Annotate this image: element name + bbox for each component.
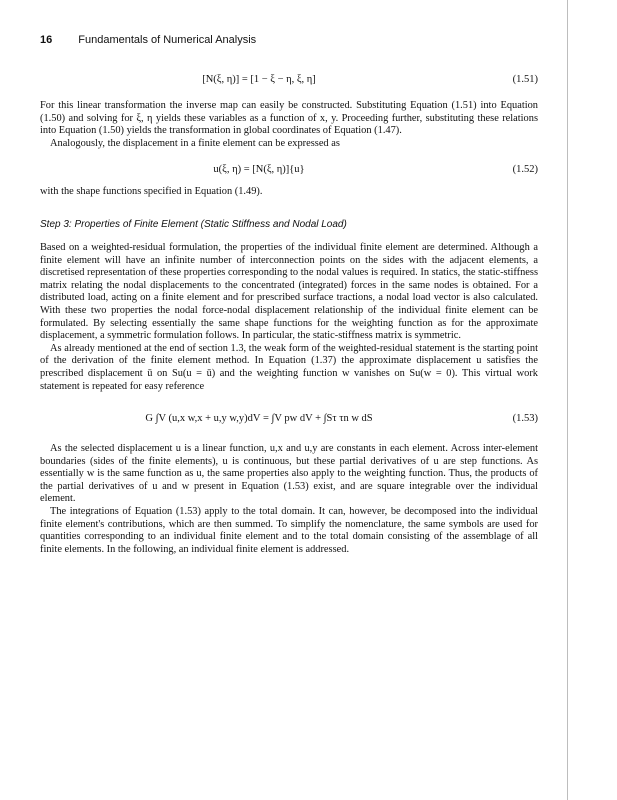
paragraph-linear-displacement: As the selected displacement u is a linear function, u,x and u,y are constants in each element. Across inter-element boundaries (sides of the finite elements), u is continuous, but these partial derivatives of u are step functions. As essentially w is the same function as u, the same properties also apply to the weighting function. Thus, the products of the partial derivatives of u and w present in Equation (1.53) exist, and are square integrable over the individual element. — [40, 443, 538, 505]
equation-1-53 — [40, 401, 538, 435]
step-3-heading: Step 3: Properties of Finite Element (Static Stiffness and Nodal Load) — [40, 218, 347, 230]
paragraph-weak-form: As already mentioned at the end of section 1.3, the weak form of the weighted-residual statement is the starting point of the derivation of the finite element method. In Equation (1.37) the approximate displacement u satisfies the prescribed displacement ū on Su(u = ū) and the weighting function w vanishes on Su(w = 0). This virtual work statement is repeated for easy reference — [40, 342, 538, 392]
paragraph-element-properties: Based on a weighted-residual formulation, the properties of the individual finite element are determined. Although a finite element will have an infinite number of interconnection points on the sides with the adjacent elements, a discretised representation of these properties corresponding to the nodal values is required. In statics, the static-stiffness matrix relating the nodal displacements to the concentrated (integrated) forces in the same nodes is obtained. For a distributed load, acting on a finite element and for prescribed surface tractions, a nodal load vector is also calculated. With these two properties the nodal force-nodal displacement relationship of the individual finite element can be formulated. By selecting essentially the same shape functions for the weighting function as for the approximate displacement, a symmetric formulation follows. In particular, the static-stiffness matrix is symmetric. — [40, 241, 538, 342]
equation-1-53-expression: G ∫V (u,x w,x + u,y w,y)dV = ∫V pw dV + ∫Sτ τn w dS — [145, 412, 373, 424]
equation-1-52 — [40, 156, 538, 182]
running-title: Fundamentals of Numerical Analysis — [78, 34, 257, 46]
equation-1-51-number: (1.51) — [512, 73, 538, 85]
equation-1-51-expression: [N(ξ, η)] = [1 − ξ − η, ξ, η] — [202, 73, 316, 85]
running-head — [40, 34, 538, 50]
equation-1-52-expression: u(ξ, η) = [N(ξ, η)]{u} — [213, 163, 305, 175]
paragraph-displacement-intro: Analogously, the displacement in a finite element can be expressed as — [50, 137, 340, 149]
paragraph-integrations: The integrations of Equation (1.53) apply to the total domain. It can, however, be decomposed into the individual finite element's contributions, which are then summed. To simplify the nomenclature, the same symbols are used for quantities corresponding to an individual finite element and to the total domain consisting of the assemblage of all finite elements. In the following, an individual finite element is addressed. — [40, 506, 538, 555]
paragraph-inverse-map: For this linear transformation the inverse map can easily be constructed. Substituting Equation (1.51) into Equation (1.50) and solving for ξ, η yields these variables as a function of x, y. Proceeding further, substituting these relations into Equation (1.50) yields the transformation in global coordinates of Equation (1.47). — [40, 100, 538, 137]
equation-1-53-number: (1.53) — [512, 412, 538, 424]
page-number: 16 — [40, 34, 53, 46]
paragraph-shape-functions: with the shape functions specified in Equation (1.49). — [40, 186, 263, 198]
equation-1-51 — [40, 68, 538, 90]
book-page — [40, 34, 538, 556]
page-edge-rule — [567, 0, 568, 800]
equation-1-52-number: (1.52) — [512, 163, 538, 175]
